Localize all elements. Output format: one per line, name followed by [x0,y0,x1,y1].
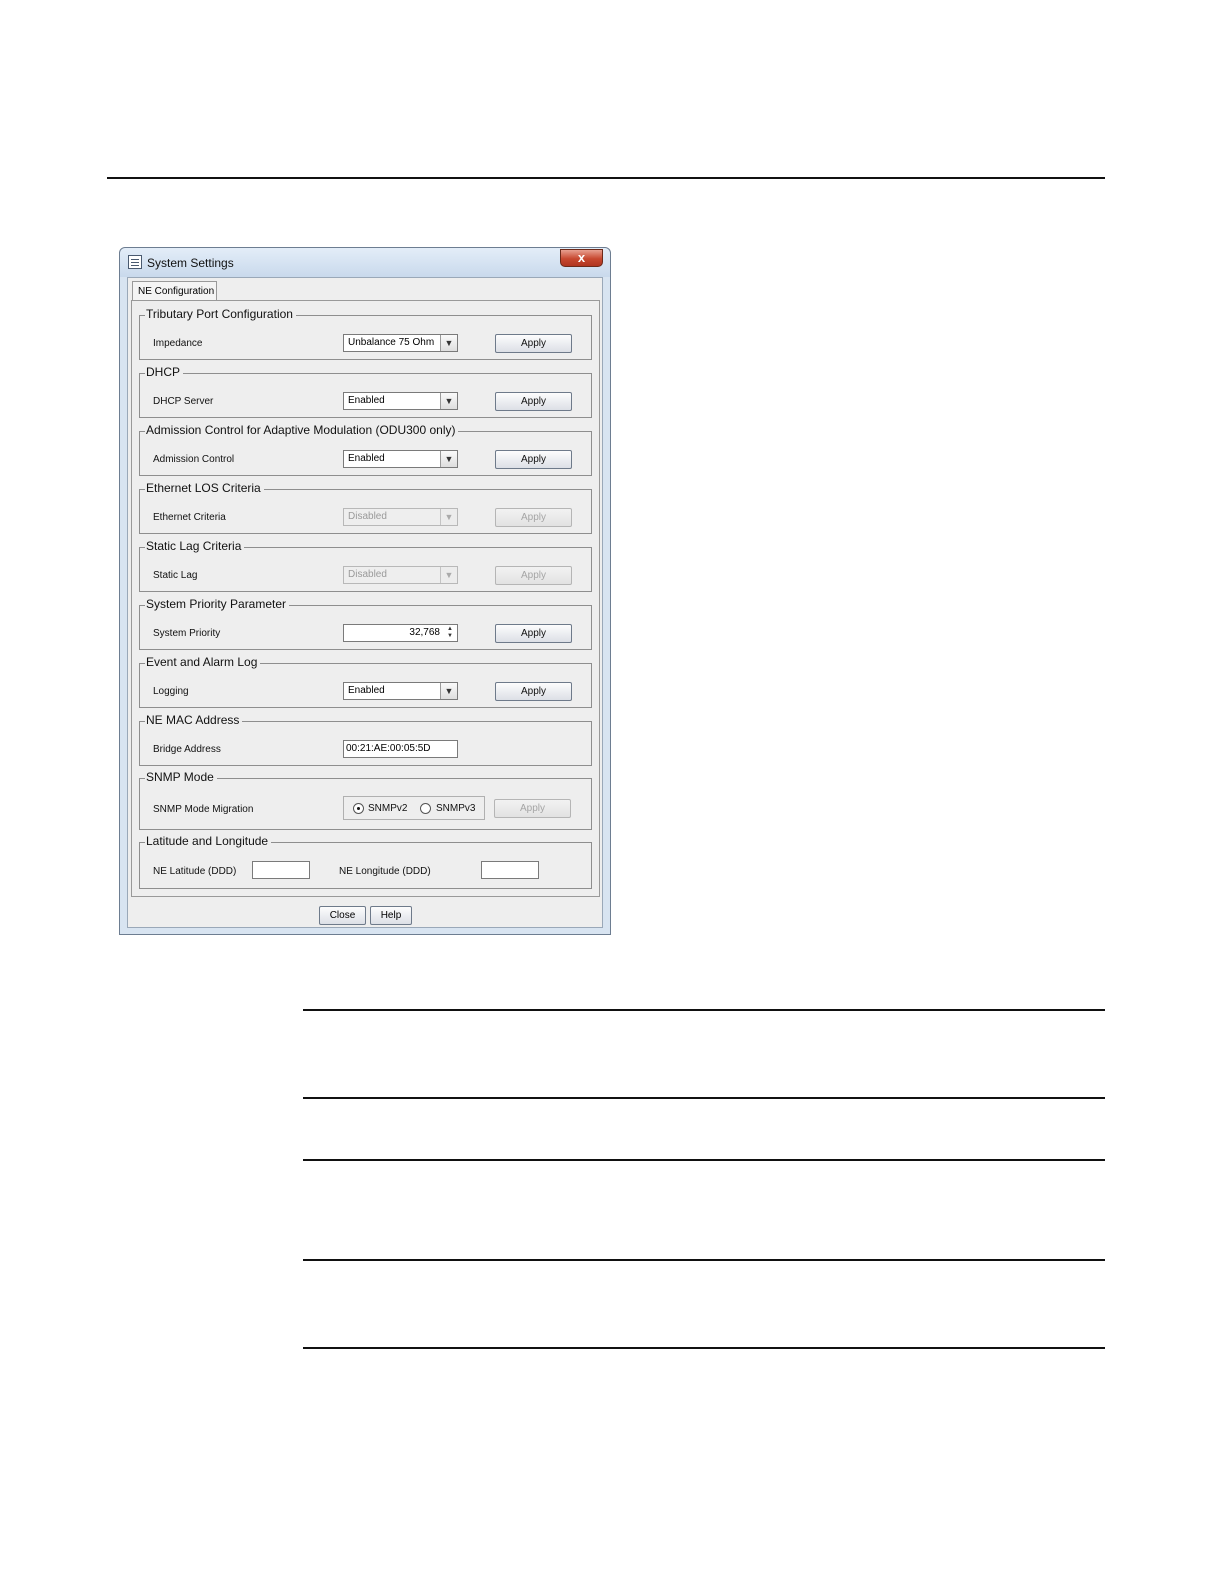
rule-1 [303,1009,1105,1011]
group-tributary-port [139,307,592,360]
group-ne-mac-address [139,713,592,766]
logging-value: Enabled [348,685,385,696]
ethernet-criteria-value: Disabled [348,511,387,522]
rule-3 [303,1159,1105,1161]
impedance-apply-button[interactable]: Apply [495,334,572,353]
window-title: System Settings [147,256,234,270]
tab-ne-configuration[interactable]: NE Configuration [132,281,217,301]
group-ethernet-los [139,481,592,534]
group-static-lag [139,539,592,592]
ne-latitude-label: NE Latitude (DDD) [153,866,237,877]
dhcp-server-select[interactable] [343,392,458,410]
group-title: Event and Alarm Log [145,655,260,669]
static-lag-value: Disabled [348,569,387,580]
group-title: Static Lag Criteria [145,539,244,553]
snmpv2-label[interactable]: SNMPv2 [368,803,408,814]
snmpv3-label[interactable]: SNMPv3 [436,803,476,814]
snmp-apply-button[interactable]: Apply [494,799,571,818]
group-title: Tributary Port Configuration [145,307,296,321]
system-priority-spinner[interactable] [343,624,458,642]
group-title: Latitude and Longitude [145,834,271,848]
static-lag-label: Static Lag [153,570,198,581]
window-client-area [127,277,603,928]
rule-2 [303,1097,1105,1099]
tab-panel [131,300,600,897]
snmp-mode-migration-label: SNMP Mode Migration [153,804,254,815]
up-down-arrows-icon[interactable]: ▲ ▼ [447,626,453,639]
group-title: System Priority Parameter [145,597,289,611]
chevron-down-icon: ▼ [440,509,457,525]
help-button[interactable]: Help [370,906,412,925]
close-window-button[interactable]: x [560,249,603,267]
chevron-down-icon: ▼ [440,335,457,351]
top-rule [107,177,1105,179]
rule-5 [303,1347,1105,1349]
admission-control-select[interactable] [343,450,458,468]
ethernet-los-apply-button[interactable]: Apply [495,508,572,527]
ethernet-criteria-label: Ethernet Criteria [153,512,226,523]
group-dhcp [139,365,592,418]
rule-4 [303,1259,1105,1261]
ne-latitude-field[interactable] [252,861,310,879]
system-settings-window [119,247,611,935]
impedance-value: Unbalance 75 Ohm [348,337,435,348]
dhcp-server-label: DHCP Server [153,396,214,407]
dhcp-server-value: Enabled [348,395,385,406]
admission-control-label: Admission Control [153,454,235,465]
ne-longitude-label: NE Longitude (DDD) [339,866,431,877]
admission-control-value: Enabled [348,453,385,464]
settings-list-icon [128,255,142,269]
group-title: SNMP Mode [145,770,217,784]
static-lag-apply-button[interactable]: Apply [495,566,572,585]
impedance-label: Impedance [153,338,203,349]
ne-longitude-field[interactable] [481,861,539,879]
group-title: Ethernet LOS Criteria [145,481,264,495]
chevron-down-icon: ▼ [440,393,457,409]
close-button[interactable]: Close [319,906,366,925]
snmpv3-radio[interactable] [420,803,431,814]
system-priority-apply-button[interactable]: Apply [495,624,572,643]
snmpv2-radio[interactable] [353,803,364,814]
title-bar[interactable] [120,248,610,277]
group-snmp-mode [139,770,592,830]
group-title: Admission Control for Adaptive Modulation (ODU300 only) [145,423,458,437]
group-latitude-longitude [139,834,592,889]
chevron-down-icon: ▼ [440,567,457,583]
system-priority-value: 32,768 [409,627,440,638]
logging-select[interactable] [343,682,458,700]
impedance-select[interactable] [343,334,458,352]
snmp-version-radio-group [343,796,485,820]
bridge-address-field[interactable]: 00:21:AE:00:05:5D [343,740,458,758]
logging-label: Logging [153,686,189,697]
group-event-alarm-log [139,655,592,708]
ethernet-criteria-select[interactable] [343,508,458,526]
group-title: DHCP [145,365,183,379]
dhcp-apply-button[interactable]: Apply [495,392,572,411]
group-admission-control [139,423,592,476]
logging-apply-button[interactable]: Apply [495,682,572,701]
chevron-down-icon: ▼ [440,683,457,699]
group-system-priority [139,597,592,650]
admission-apply-button[interactable]: Apply [495,450,572,469]
bridge-address-label: Bridge Address [153,744,221,755]
chevron-down-icon: ▼ [440,451,457,467]
static-lag-select[interactable] [343,566,458,584]
group-title: NE MAC Address [145,713,242,727]
system-priority-label: System Priority [153,628,221,639]
